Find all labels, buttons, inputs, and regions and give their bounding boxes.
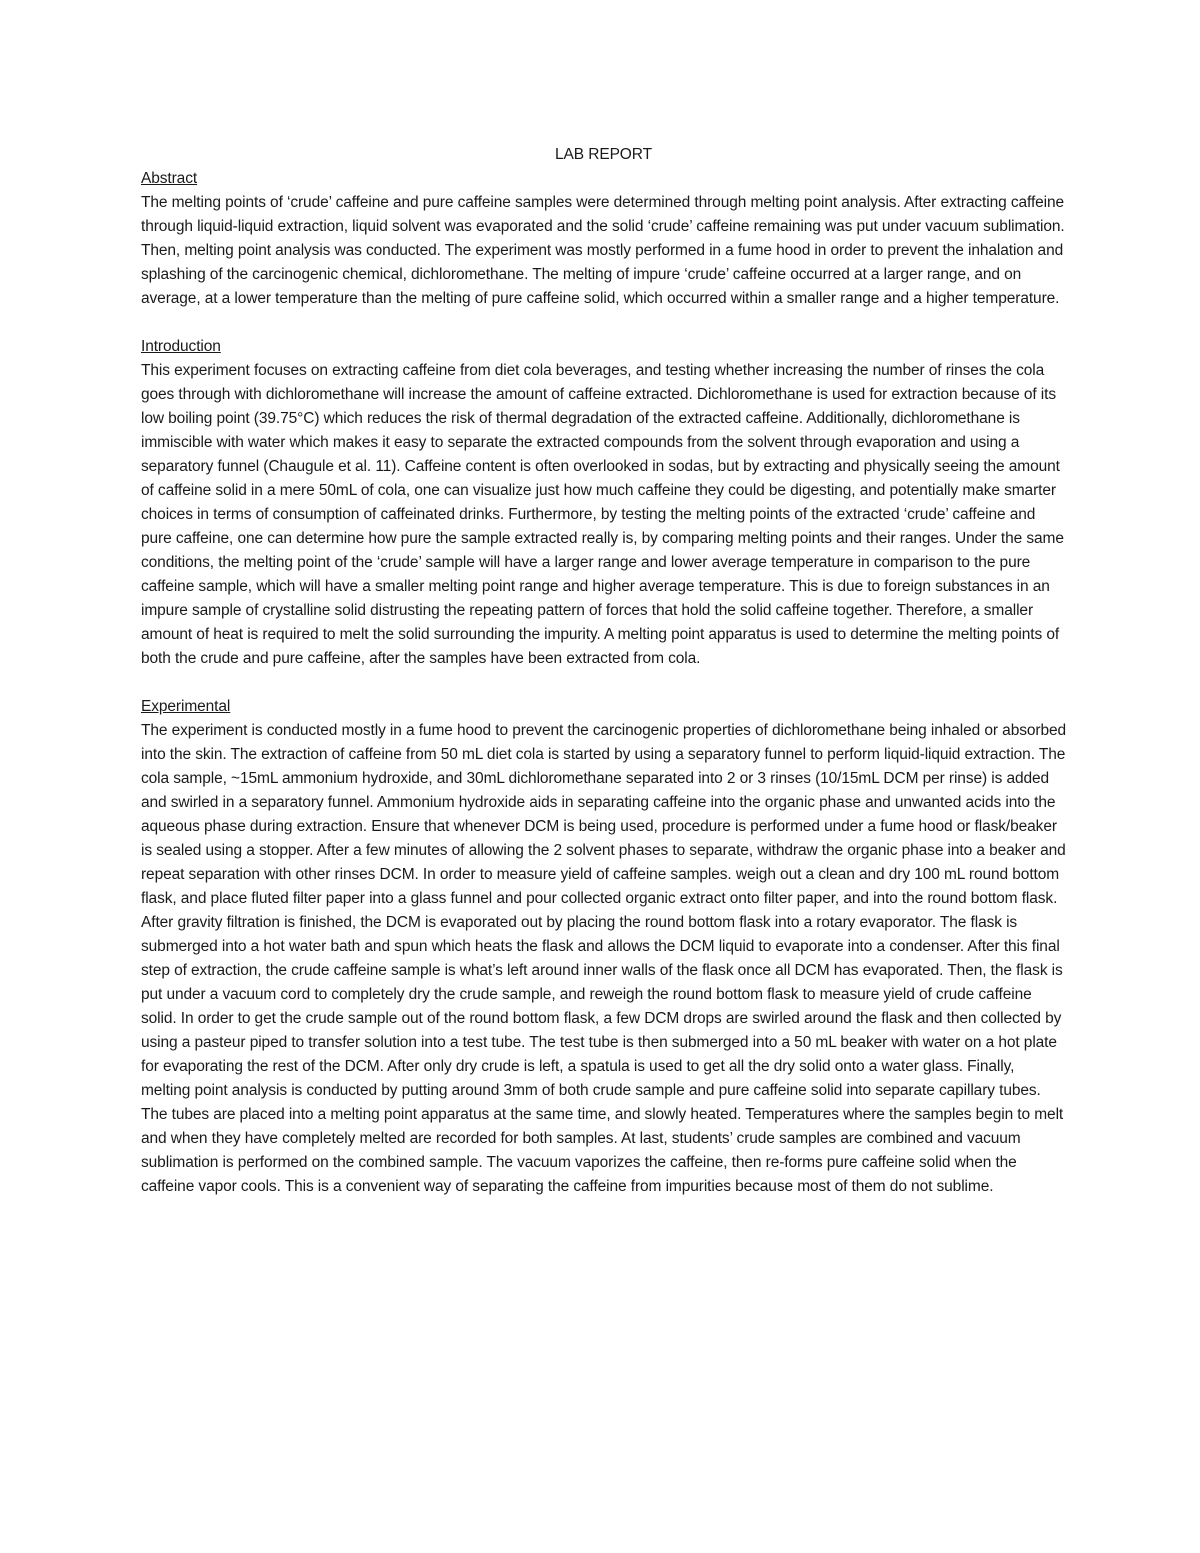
introduction-body: This experiment focuses on extracting caffeine from diet cola beverages, and testing whether increasing the number of rinses the cola goes through with dichloromethane will increase the amount of caffeine extracted. Dichloromethane is used for extraction because of its low boiling point (39.75°C) which reduces the risk of thermal degradation of the extracted caffeine. Additionally, dichloromethane is immiscible with water which makes it easy to separate the extracted compounds from the solvent through evaporation and using a separatory funnel (Chaugule et al. 11). Caffeine content is often overlooked in sodas, but by extracting and physically seeing the amount of caffeine solid in a mere 50mL of cola, one can visualize just how much caffeine they could be digesting, and potentially make smarter choices in terms of consumption of caffeinated drinks. Furthermore, by testing the melting points of the extracted ‘crude’ caffeine and pure caffeine, one can determine how pure the sample extracted really is, by comparing melting points and their ranges. Under the same conditions, the melting point of the ‘crude’ sample will have a larger range and lower average temperature in comparison to the pure caffeine sample, which will have a smaller melting point range and higher average temperature. This is due to foreign substances in an impure sample of crystalline solid distrusting the repeating pattern of forces that hold the solid caffeine together. Therefore, a smaller amount of heat is required to melt the solid surrounding the impurity. A melting point apparatus is used to determine the melting points of both the crude and pure caffeine, after the samples have been extracted from cola.: [141, 362, 1064, 667]
section-introduction: [141, 335, 1066, 671]
section-experimental: [141, 695, 1066, 1199]
experimental-body: The experiment is conducted mostly in a fume hood to prevent the carcinogenic properties of dichloromethane being inhaled or absorbed into the skin. The extraction of caffeine from 50 mL diet cola is started by using a separatory funnel to perform liquid-liquid extraction. The cola sample, ~15mL ammonium hydroxide, and 30mL dichloromethane separated into 2 or 3 rinses (10/15mL DCM per rinse) is added and swirled in a separatory funnel. Ammonium hydroxide aids in separating caffeine into the organic phase and unwanted acids into the aqueous phase during extraction. Ensure that whenever DCM is being used, procedure is performed under a fume hood or flask/beaker is sealed using a stopper. After a few minutes of allowing the 2 solvent phases to separate, withdraw the organic phase into a beaker and repeat separation with other rinses DCM. In order to measure yield of caffeine samples. weigh out a clean and dry 100 mL round bottom flask, and place fluted filter paper into a glass funnel and pour collected organic extract onto filter paper, and into the round bottom flask. After gravity filtration is finished, the DCM is evaporated out by placing the round bottom flask into a rotary evaporator. The flask is submerged into a hot water bath and spun which heats the flask and allows the DCM liquid to evaporate into a condenser. After this final step of extraction, the crude caffeine sample is what’s left around inner walls of the flask once all DCM has evaporated. Then, the flask is put under a vacuum cord to completely dry the crude sample, and reweigh the round bottom flask to measure yield of crude caffeine solid. In order to get the crude sample out of the round bottom flask, a few DCM drops are swirled around the flask and then collected by using a pasteur piped to transfer solution into a test tube. The test tube is then submerged into a 50 mL beaker with water on a hot plate for evaporating the rest of the DCM. After only dry crude is left, a spatula is used to get all the dry solid onto a water glass. Finally, melting point analysis is conducted by putting around 3mm of both crude sample and pure caffeine solid into separate capillary tubes. The tubes are placed into a melting point apparatus at the same time, and slowly heated. Temperatures where the samples begin to melt and when they have completely melted are recorded for both samples. At last, students’ crude samples are combined and vacuum sublimation is performed on the combined sample. The vacuum vaporizes the caffeine, then re-forms pure caffeine solid when the caffeine vapor cools. This is a convenient way of separating the caffeine from impurities because most of them do not sublime.: [141, 722, 1067, 1195]
introduction-heading: Introduction: [141, 338, 221, 355]
abstract-heading: Abstract: [141, 170, 198, 187]
abstract-body: The melting points of ‘crude’ caffeine and pure caffeine samples were determined through melting point analysis. After extracting caffeine through liquid-liquid extraction, liquid solvent was evaporated and the solid ‘crude’ caffeine remaining was put under vacuum sublimation. Then, melting point analysis was conducted. The experiment was mostly performed in a fume hood in order to prevent the inhalation and splashing of the carcinogenic chemical, dichloromethane. The melting of impure ‘crude’ caffeine occurred at a larger range, and on average, at a lower temperature than the melting of pure caffeine solid, which occurred within a smaller range and a higher temperature.: [141, 194, 1065, 307]
section-abstract: [141, 167, 1066, 311]
document-title: LAB REPORT: [555, 146, 652, 163]
document-content: [141, 143, 1066, 1223]
experimental-heading: Experimental: [141, 698, 231, 715]
